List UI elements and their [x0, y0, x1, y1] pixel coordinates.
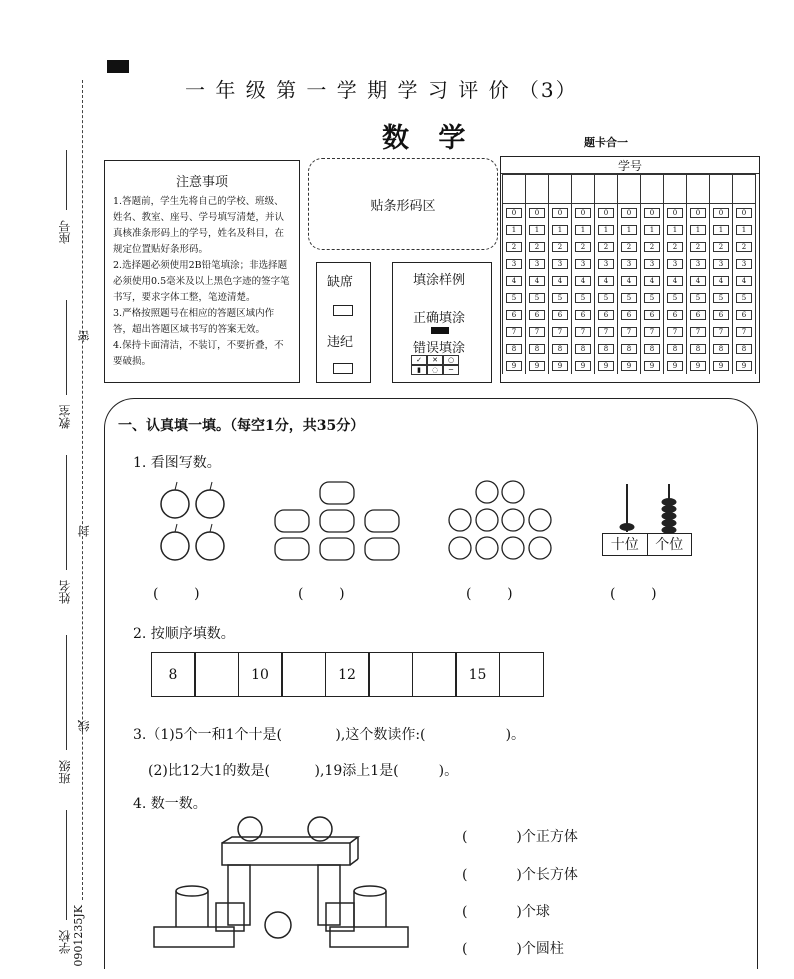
barcode-label: 贴条形码区 [370, 198, 436, 214]
id-digit-bubble[interactable]: 0 [690, 208, 706, 218]
apples-group [161, 482, 224, 560]
bread-icon [320, 538, 354, 560]
notice-item-3: 3.严格按照题号在相应的答题区域内作答，超出答题区域书写的答案无效。 [113, 308, 275, 335]
id-digit-bubble[interactable]: 7 [713, 327, 729, 337]
tomato-icon [502, 481, 524, 503]
id-digit-bubble[interactable]: 0 [736, 208, 752, 218]
id-digit-bubble[interactable]: 5 [621, 293, 637, 303]
sequence-cell: 12 [325, 652, 370, 697]
id-digit-bubble[interactable]: 0 [529, 208, 545, 218]
id-digit-bubble[interactable]: 0 [575, 208, 591, 218]
fill-correct-mark [431, 327, 449, 334]
id-digit-bubble[interactable]: 9 [552, 361, 568, 371]
margin-seal-2: 封 [77, 525, 91, 537]
id-digit-bubble[interactable]: 8 [598, 344, 614, 354]
id-digit-bubble[interactable]: 2 [529, 242, 545, 252]
tomato-icon [449, 509, 471, 531]
id-digit-bubble[interactable]: 3 [598, 259, 614, 269]
apple-icon [196, 482, 224, 518]
id-digit-bubble[interactable]: 2 [575, 242, 591, 252]
id-digit-bubble[interactable]: 4 [598, 276, 614, 286]
id-digit-bubble[interactable]: 1 [552, 225, 568, 235]
margin-seal-1: 密 [77, 330, 91, 342]
id-digit-bubble[interactable]: 6 [690, 310, 706, 320]
question-1: 1. 看图写数。 [133, 455, 221, 471]
question-3b: (2)比12大1的数是( ),19添上1是( )。 [148, 763, 459, 779]
apple-icon [161, 482, 189, 518]
ball-icon [265, 912, 291, 938]
id-digit-bubble[interactable]: 5 [667, 293, 683, 303]
id-write-cell[interactable] [733, 175, 756, 204]
id-digit-bubble[interactable]: 1 [621, 225, 637, 235]
margin-seat: 座号 [58, 220, 72, 244]
violation-checkbox[interactable] [333, 363, 353, 374]
id-digit-bubble[interactable]: 3 [736, 259, 752, 269]
sequence-cell[interactable] [194, 652, 239, 697]
subject-title: 数 学 [382, 123, 476, 154]
id-digit-bubble[interactable]: 1 [644, 225, 660, 235]
id-digit-bubble[interactable]: 8 [644, 344, 660, 354]
binding-line [82, 80, 83, 900]
cuboid-pillar [318, 865, 340, 925]
q1-answer-4[interactable]: ( ) [610, 586, 657, 602]
id-write-cell[interactable] [641, 175, 664, 204]
id-digit-bubble[interactable]: 9 [644, 361, 660, 371]
fill-wrong-marks: ✓ ✕ ○ ▮ ◌ ─ [411, 355, 459, 375]
id-digit-bubble[interactable]: 4 [575, 276, 591, 286]
cuboid-base [330, 927, 408, 947]
bread-icon [275, 538, 309, 560]
id-digit-bubble[interactable]: 0 [506, 208, 522, 218]
fill-sample-box [392, 262, 492, 383]
id-digit-bubble[interactable]: 4 [736, 276, 752, 286]
id-digit-bubble[interactable]: 3 [644, 259, 660, 269]
id-digit-bubble[interactable]: 3 [713, 259, 729, 269]
margin-classroom-line [66, 300, 67, 395]
id-digit-bubble[interactable]: 6 [644, 310, 660, 320]
id-digit-bubble[interactable]: 1 [667, 225, 683, 235]
id-write-cell[interactable] [595, 175, 618, 204]
id-digit-bubble[interactable]: 9 [506, 361, 522, 371]
q4-cuboid-count[interactable]: ( )个长方体 [462, 867, 578, 883]
id-digit-bubble[interactable]: 8 [736, 344, 752, 354]
id-digit-bubble[interactable]: 5 [529, 293, 545, 303]
id-digit-bubble[interactable]: 8 [621, 344, 637, 354]
id-digit-bubble[interactable]: 0 [667, 208, 683, 218]
absent-label: 缺席 [327, 275, 354, 290]
section1-title: 一、认真填一填。（每空1分，共35分） [118, 418, 365, 434]
id-digit-bubble[interactable]: 3 [667, 259, 683, 269]
id-digit-bubble[interactable]: 3 [506, 259, 522, 269]
id-digit-bubble[interactable]: 7 [621, 327, 637, 337]
id-digit-bubble[interactable]: 4 [667, 276, 683, 286]
id-digit-bubble[interactable]: 6 [736, 310, 752, 320]
bread-icon [365, 538, 399, 560]
card-label: 题卡合一 [584, 136, 628, 149]
id-digit-bubble[interactable]: 6 [575, 310, 591, 320]
id-digit-bubble[interactable]: 9 [598, 361, 614, 371]
id-digit-bubble[interactable]: 6 [529, 310, 545, 320]
id-digit-bubble[interactable]: 1 [529, 225, 545, 235]
fill-wrong-label: 错误填涂 [413, 341, 466, 356]
id-digit-bubble[interactable]: 4 [552, 276, 568, 286]
id-digit-bubble[interactable]: 9 [621, 361, 637, 371]
bread-icon [320, 510, 354, 532]
id-digit-bubble[interactable]: 1 [713, 225, 729, 235]
id-digit-bubble[interactable]: 3 [529, 259, 545, 269]
id-digit-bubble[interactable]: 5 [575, 293, 591, 303]
id-digit-bubble[interactable]: 5 [713, 293, 729, 303]
violation-label: 违纪 [327, 335, 354, 350]
notice-item-1: 1.答题前，学生先将自己的学校、班级、姓名、教室、座号、学号填写清楚，并认真核准条形码上的学号，姓名及科目，在规定位置贴好条形码。 [113, 196, 285, 255]
id-digit-bubble[interactable]: 8 [552, 344, 568, 354]
id-write-cell[interactable] [572, 175, 595, 204]
abacus-tens-label: 十位 [603, 534, 648, 555]
id-write-cell[interactable] [526, 175, 549, 204]
cylinder-top [354, 886, 386, 896]
id-write-cell[interactable] [664, 175, 687, 204]
id-write-cell[interactable] [710, 175, 733, 204]
id-digit-bubble[interactable]: 2 [598, 242, 614, 252]
id-digit-bubble[interactable]: 4 [644, 276, 660, 286]
id-digit-bubble[interactable]: 8 [529, 344, 545, 354]
id-digit-bubble[interactable]: 9 [713, 361, 729, 371]
blocks-picture [150, 815, 420, 955]
id-digit-bubble[interactable]: 3 [575, 259, 591, 269]
id-digit-bubble[interactable]: 6 [598, 310, 614, 320]
abacus-ones-label: 个位 [655, 537, 684, 553]
id-digit-bubble[interactable]: 1 [690, 225, 706, 235]
page-title: 一 年 级 第 一 学 期 学 习 评 价 （3） [185, 78, 578, 102]
notice-item-4: 4.保持卡面清洁，不装订，不要折叠，不要破损。 [113, 340, 284, 367]
q4-ball-count[interactable]: ( )个球 [462, 904, 550, 920]
id-digit-bubble[interactable]: 0 [621, 208, 637, 218]
id-digit-bubble[interactable]: 7 [667, 327, 683, 337]
id-digit-bubble[interactable]: 4 [621, 276, 637, 286]
id-digit-bubble[interactable]: 6 [667, 310, 683, 320]
margin-class-line [66, 635, 67, 750]
id-digit-bubble[interactable]: 4 [713, 276, 729, 286]
id-digit-bubble[interactable]: 5 [552, 293, 568, 303]
bread-icon [320, 482, 354, 504]
id-digit-bubble[interactable]: 3 [552, 259, 568, 269]
id-digit-bubble[interactable]: 8 [667, 344, 683, 354]
student-id-box [500, 156, 760, 383]
id-digit-bubble[interactable]: 0 [552, 208, 568, 218]
margin-class: 班级 [58, 760, 72, 784]
cuboid-top [222, 843, 350, 865]
notice-box [104, 160, 300, 383]
barcode-area[interactable] [308, 158, 498, 250]
sequence-cell[interactable] [281, 652, 326, 697]
id-digit-bubble[interactable]: 7 [644, 327, 660, 337]
id-digit-bubble[interactable]: 2 [736, 242, 752, 252]
cuboid-pillar [228, 865, 250, 925]
id-digit-bubble[interactable]: 1 [506, 225, 522, 235]
margin-name-line [66, 455, 67, 570]
id-digit-bubble[interactable]: 8 [575, 344, 591, 354]
sequence-cell: 8 [151, 652, 196, 697]
alignment-mark [107, 60, 129, 73]
id-digit-bubble[interactable]: 6 [621, 310, 637, 320]
tomato-icon [529, 537, 551, 559]
id-digit-bubble[interactable]: 5 [690, 293, 706, 303]
sequence-cell: 15 [455, 652, 500, 697]
id-digit-bubble[interactable]: 0 [713, 208, 729, 218]
id-digit-bubble[interactable]: 2 [690, 242, 706, 252]
id-digit-bubble[interactable]: 6 [506, 310, 522, 320]
id-digit-bubble[interactable]: 5 [506, 293, 522, 303]
q1-answer-1[interactable]: ( ) [153, 586, 200, 602]
tomato-icon [502, 537, 524, 559]
tomato-icon [476, 481, 498, 503]
margin-school: 学校 [58, 930, 72, 954]
id-digit-bubble[interactable]: 9 [690, 361, 706, 371]
q4-cylinder-count[interactable]: ( )个圆柱 [462, 941, 564, 957]
tomato-icon [502, 509, 524, 531]
question-2: 2. 按顺序填数。 [133, 626, 235, 642]
apple-icon [196, 524, 224, 560]
sequence-cell: 10 [238, 652, 283, 697]
id-write-cell[interactable] [687, 175, 710, 204]
id-digit-bubble[interactable]: 2 [644, 242, 660, 252]
id-digit-bubble[interactable]: 9 [575, 361, 591, 371]
id-digit-bubble[interactable]: 4 [690, 276, 706, 286]
id-digit-bubble[interactable]: 2 [506, 242, 522, 252]
id-digit-bubble[interactable]: 2 [667, 242, 683, 252]
id-digit-bubble[interactable]: 2 [713, 242, 729, 252]
tomato-icon [476, 509, 498, 531]
bread-icon [275, 510, 309, 532]
q1-answer-3[interactable]: ( ) [466, 586, 513, 602]
id-digit-bubble[interactable]: 7 [552, 327, 568, 337]
id-digit-bubble[interactable]: 3 [690, 259, 706, 269]
id-digit-bubble[interactable]: 7 [690, 327, 706, 337]
id-digit-bubble[interactable]: 5 [598, 293, 614, 303]
sequence-cell[interactable] [499, 652, 544, 697]
id-digit-bubble[interactable]: 1 [575, 225, 591, 235]
cuboid-base [154, 927, 234, 947]
id-digit-bubble[interactable]: 7 [506, 327, 522, 337]
q4-cube-count[interactable]: ( )个正方体 [462, 829, 578, 845]
abacus-label-box [602, 533, 692, 556]
id-write-cell[interactable] [618, 175, 641, 204]
id-digit-bubble[interactable]: 7 [598, 327, 614, 337]
tomato-icon [449, 537, 471, 559]
abacus [620, 484, 676, 534]
question-4: 4. 数一数。 [133, 796, 207, 812]
q1-answer-2[interactable]: ( ) [298, 586, 345, 602]
notice-title: 注意事项 [175, 175, 228, 190]
sequence-cell[interactable] [412, 652, 457, 697]
margin-seal-3: 线 [77, 720, 91, 732]
margin-seat-line [66, 150, 67, 210]
cylinder-top [176, 886, 208, 896]
id-digit-bubble[interactable]: 0 [644, 208, 660, 218]
student-id-grid[interactable] [502, 174, 756, 374]
id-digit-bubble[interactable]: 4 [506, 276, 522, 286]
notice-item-2: 2.选择题必须使用2B铅笔填涂；非选择题必须使用0.5毫米及以上黑色字迹的签字笔书写，要求字体工整，笔迹清楚。 [113, 260, 290, 303]
fill-sample-title: 填涂样例 [413, 273, 466, 288]
margin-code: 0901235JK [72, 905, 85, 967]
id-digit-bubble[interactable]: 8 [690, 344, 706, 354]
id-digit-bubble[interactable]: 7 [736, 327, 752, 337]
margin-classroom: 教室 [58, 405, 72, 429]
margin-school-line [66, 810, 67, 920]
id-digit-bubble[interactable]: 7 [575, 327, 591, 337]
id-digit-bubble[interactable]: 9 [667, 361, 683, 371]
id-digit-bubble[interactable]: 9 [736, 361, 752, 371]
question-3a: 3.（1)5个一和1个十是( ),这个数读作:( )。 [133, 727, 526, 743]
id-digit-bubble[interactable]: 5 [736, 293, 752, 303]
id-digit-bubble[interactable]: 6 [552, 310, 568, 320]
id-digit-bubble[interactable]: 4 [529, 276, 545, 286]
bread-icon [365, 510, 399, 532]
id-write-cell[interactable] [549, 175, 572, 204]
id-digit-bubble[interactable]: 8 [713, 344, 729, 354]
margin-name: 姓名 [58, 580, 72, 604]
id-digit-bubble[interactable]: 1 [598, 225, 614, 235]
id-digit-bubble[interactable]: 2 [552, 242, 568, 252]
sequence-row [152, 652, 544, 697]
id-digit-bubble[interactable]: 3 [621, 259, 637, 269]
id-write-cell[interactable] [503, 175, 526, 204]
id-digit-bubble[interactable]: 5 [644, 293, 660, 303]
tomato-icon [529, 509, 551, 531]
fill-correct-label: 正确填涂 [413, 311, 466, 326]
id-digit-bubble[interactable]: 6 [713, 310, 729, 320]
id-digit-bubble[interactable]: 1 [736, 225, 752, 235]
id-digit-bubble[interactable]: 8 [506, 344, 522, 354]
absent-checkbox[interactable] [333, 305, 353, 316]
id-digit-bubble[interactable]: 7 [529, 327, 545, 337]
tomato-icon [476, 537, 498, 559]
id-digit-bubble[interactable]: 2 [621, 242, 637, 252]
tomatoes-group [449, 481, 551, 559]
absence-box [316, 262, 371, 383]
id-digit-bubble[interactable]: 9 [529, 361, 545, 371]
id-digit-bubble[interactable]: 0 [598, 208, 614, 218]
sequence-cell[interactable] [368, 652, 413, 697]
apple-icon [161, 524, 189, 560]
bread-group [275, 482, 399, 560]
student-id-label: 学号 [501, 157, 759, 174]
